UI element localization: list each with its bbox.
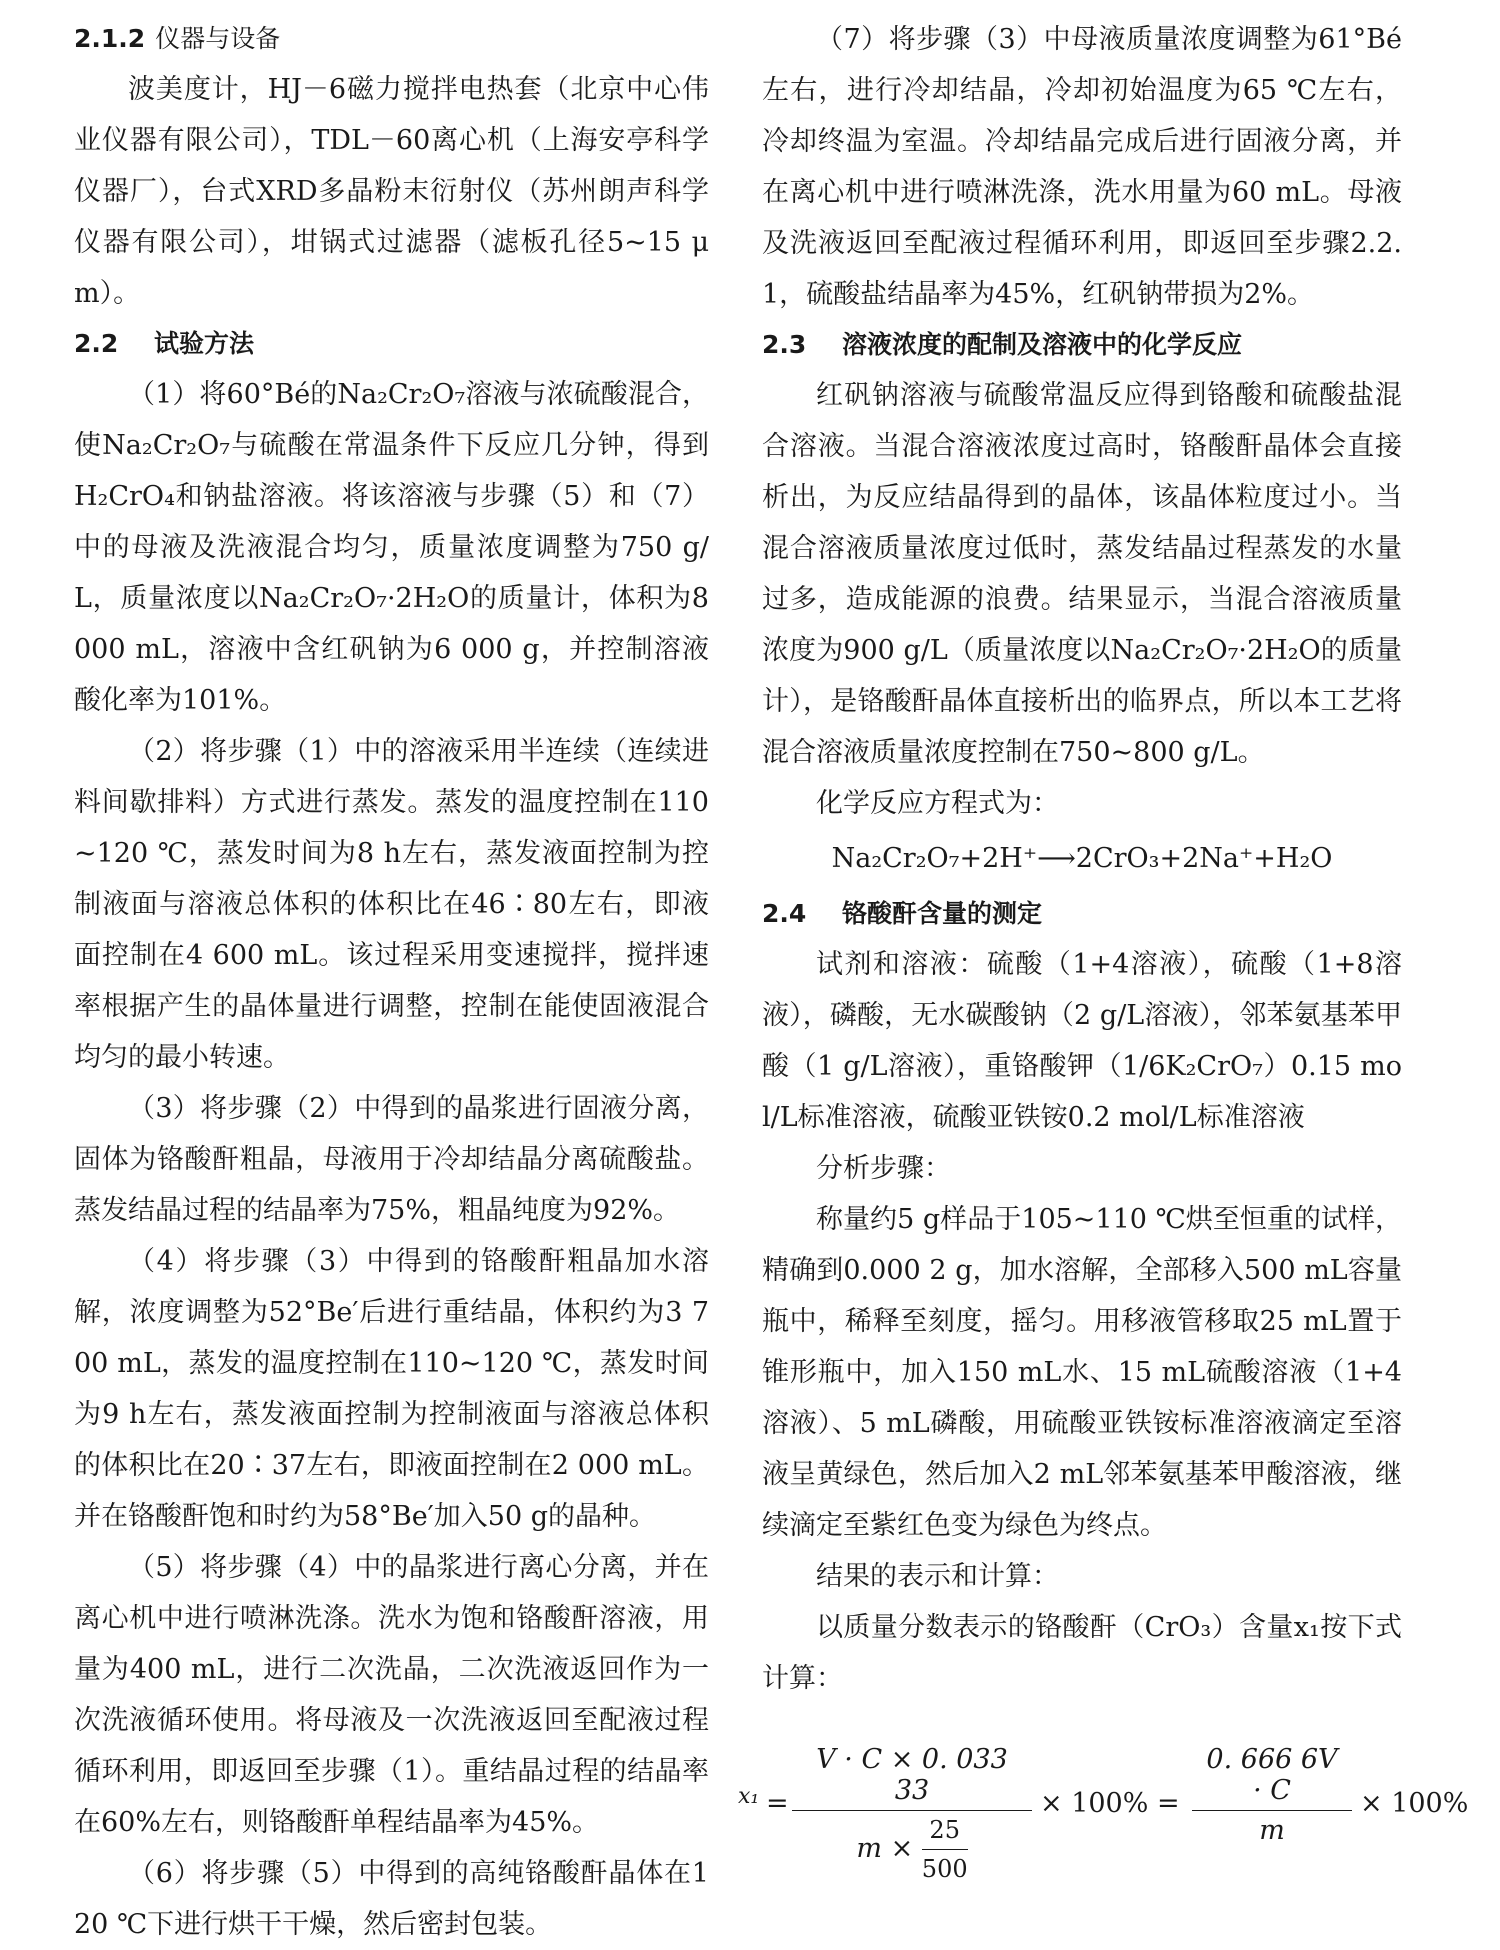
step-6-paragraph: （6）将步骤（5）中得到的高纯铬酸酐晶体在120 ℃下进行烘干干燥，然后密封包装。 [74,1858,709,1940]
inner-numerator: 25 [929,1816,960,1844]
section-heading-2-1-2 [74,14,709,64]
step-1-paragraph: （1）将60°Bé的Na₂Cr₂O₇溶液与浓硫酸混合，使Na₂Cr₂O₇与硫酸在常温条件下反应几分钟，得到H₂CrO₄和钠盐溶液。将该溶液与步骤（5）和（7）中的母液及洗液混合均匀，质量浓度调整为750 g/L，质量浓度以Na₂Cr₂O₇·2H₂O的质量计，体积为8 000 mL，溶液中含红矾钠为6 000 g，并控制溶液酸化率为101%。 [74,379,709,716]
inner-denominator: 500 [921,1855,968,1883]
right-column [738,14,1469,1883]
step-4-paragraph: （4）将步骤（3）中得到的铬酸酐粗晶加水溶解，浓度调整为52°Be′后进行重结晶，体积约为3 700 mL，蒸发的温度控制在110~120 ℃，蒸发时间为9 h左右，蒸发液面控制为控制液面与溶液总体积的体积比在20∶37左右，即液面控制在2 000 mL。并在铬酸酐饱和时约为58°Be′加入50 g的晶种。 [74,1246,709,1532]
reagents-paragraph: 试剂和溶液：硫酸（1+4溶液），硫酸（1+8溶液），磷酸，无水碳酸钠（2 g/L溶液），邻苯氨基苯甲酸（1 g/L溶液），重铬酸钾（1/6K₂CrO₇）0.15 mol/L标准溶液，硫酸亚铁铵0.2 mol/L标准溶液 [762,949,1402,1133]
step-7-paragraph: （7）将步骤（3）中母液质量浓度调整为61°Bé左右，进行冷却结晶，冷却初始温度为65 ℃左右，冷却终温为室温。冷却结晶完成后进行固液分离，并在离心机中进行喷淋洗涤，洗水用量为60 mL。母液及洗液返回至配液过程循环利用，即返回至步骤2.2.1，硫酸盐结晶率为45%，红矾钠带损为2%。 [762,24,1402,310]
section-heading-2-3 [762,320,1402,370]
section-number: 2.1.2 [74,24,146,53]
denominator-m: m × [856,1833,914,1864]
fraction-2-bar [1192,1810,1352,1811]
formula-fraction-2 [1192,1744,1352,1846]
fraction-1-bar [792,1810,1032,1811]
step-3-paragraph: （3）将步骤（2）中得到的晶浆进行固液分离，固体为铬酸酐粗晶，母液用于冷却结晶分离硫酸盐。蒸发结晶过程的结晶率为75%，粗晶纯度为92%。 [74,1093,709,1226]
equals-sign: = [766,1788,789,1819]
solution-paragraph: 红矾钠溶液与硫酸常温反应得到铬酸和硫酸盐混合溶液。当混合溶液浓度过高时，铬酸酐晶体会直接析出，为反应结晶得到的晶体，该晶体粒度过小。当混合溶液质量浓度过低时，蒸发结晶过程蒸发的水量过多，造成能源的浪费。结果显示，当混合溶液质量浓度为900 g/L（质量浓度以Na₂Cr₂O₇·2H₂O的质量计），是铬酸酐晶体直接析出的临界点，所以本工艺将混合溶液质量浓度控制在750~800 g/L。 [762,380,1402,768]
formula-lhs: x₁ [738,1784,760,1809]
fraction-1-denominator [856,1816,968,1883]
analysis-paragraph: 称量约5 g样品于105~110 ℃烘至恒重的试样，精确到0.000 2 g，加水溶解，全部移入500 mL容量瓶中，稀释至刻度，摇匀。用移液管移取25 mL置于锥形瓶中，加入150 mL水、15 mL硫酸溶液（1+4溶液）、5 mL磷酸，用硫酸亚铁铵标准溶液滴定至溶液呈黄绿色，然后加入2 mL邻苯氨基苯甲酸溶液，继续滴定至紫红色变为绿色为终点。 [762,1204,1402,1541]
formula-multiplier-2: × 100% [1360,1788,1469,1819]
section-title: 仪器与设备 [155,24,281,53]
fraction-2-denominator: m [1259,1815,1285,1846]
analysis-label: 分析步骤： [816,1153,951,1184]
section-title: 溶液浓度的配制及溶液中的化学反应 [842,330,1243,359]
equation-intro: 化学反应方程式为： [816,788,1059,819]
formula-multiplier-1: × 100% = [1040,1788,1180,1819]
section-heading-2-2 [74,319,709,369]
step-5-paragraph: （5）将步骤（4）中的晶浆进行离心分离，并在离心机中进行喷淋洗涤。洗水为饱和铬酸酐溶液，用量为400 mL，进行二次洗晶，二次洗液返回作为一次洗液循环使用。将母液及一次洗液返回至配液过程循环利用，即返回至步骤（1）。重结晶过程的结晶率在60%左右，则铬酸酐单程结晶率为45%。 [74,1552,709,1838]
step-2-paragraph: （2）将步骤（1）中的溶液采用半连续（连续进料间歇排料）方式进行蒸发。蒸发的温度控制在110~120 ℃，蒸发时间为8 h左右，蒸发液面控制为控制液面与溶液总体积的体积比在46∶80左右，即液面控制在4 600 mL。该过程采用变速搅拌，搅拌速率根据产生的晶体量进行调整，控制在能使固液混合均匀的最小转速。 [74,736,709,1073]
section-heading-2-4 [762,889,1402,939]
section-title: 铬酸酐含量的测定 [842,899,1043,928]
fraction-2-numerator: 0. 666 6V · C [1206,1744,1338,1806]
instruments-paragraph: 波美度计，HJ－6磁力搅拌电热套（北京中心伟业仪器有限公司），TDL－60离心机（上海安亭科学仪器厂），台式XRD多晶粉末衍射仪（苏州朗声科学仪器有限公司），坩锅式过滤器（滤板孔径5~15 μm）。 [74,74,709,309]
result-paragraph: 以质量分数表示的铬酸酐（CrO₃）含量x₁按下式计算： [762,1612,1402,1694]
section-title: 试验方法 [154,329,255,358]
section-number: 2.4 [762,899,807,928]
section-number: 2.2 [74,329,119,358]
fraction-1-numerator: V · C × 0. 033 33 [816,1744,1008,1806]
content-formula [738,1744,1469,1883]
inner-bar [922,1849,968,1850]
result-label: 结果的表示和计算： [816,1561,1059,1592]
left-column [74,14,709,1950]
section-number: 2.3 [762,330,807,359]
inner-fraction [922,1815,968,1884]
formula-fraction-1 [792,1744,1032,1884]
chemical-equation: Na₂Cr₂O₇+2H⁺⟶2CrO₃+2Na⁺+H₂O [831,843,1333,874]
